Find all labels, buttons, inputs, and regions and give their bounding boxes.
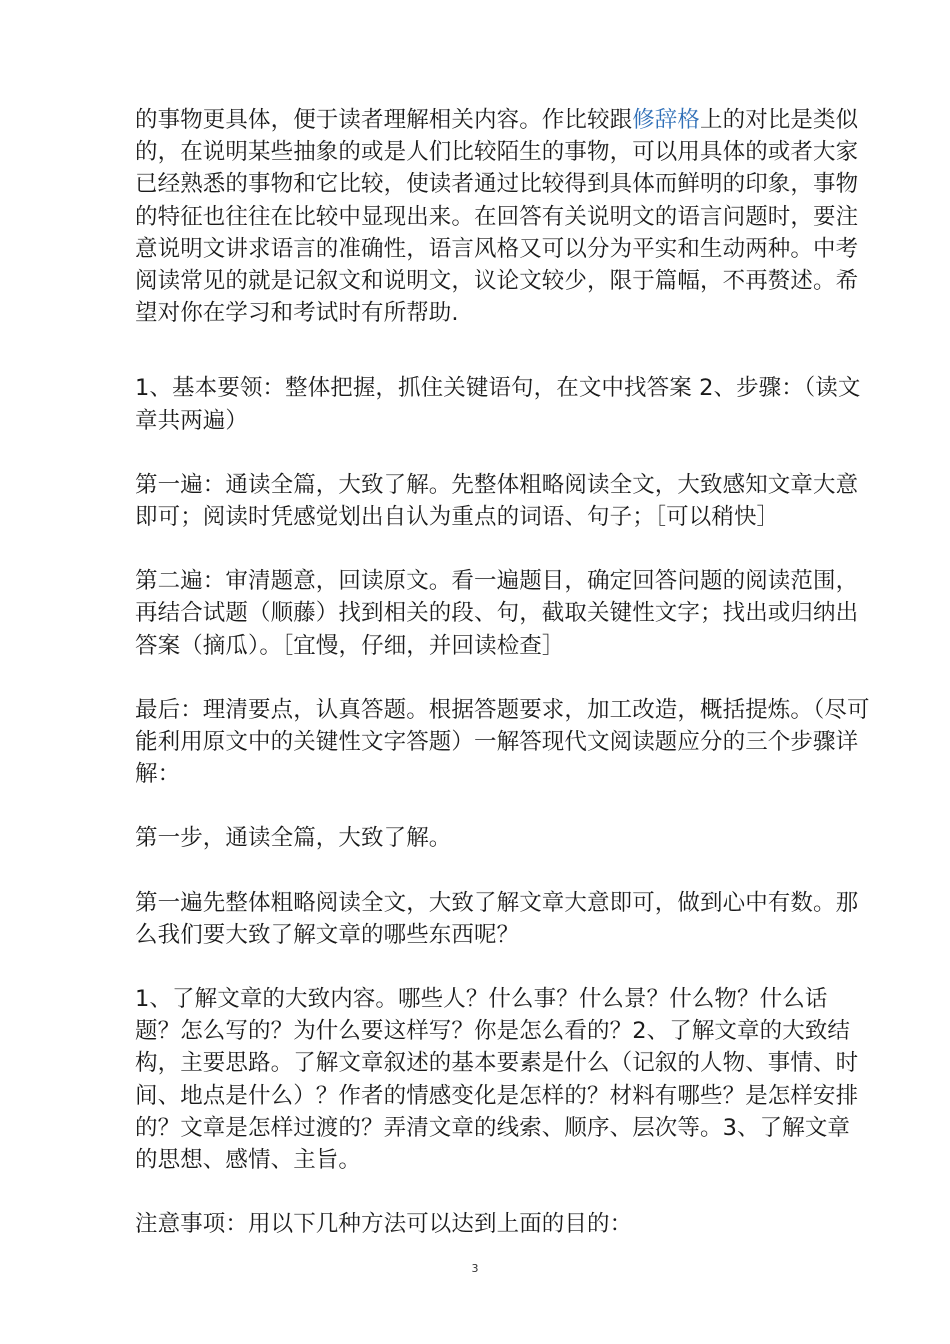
paragraph-comparison — [135, 104, 870, 329]
paragraph-step-one: 第一步，通读全篇，大致了解。 — [135, 825, 452, 852]
paragraph-text: 的事物更具体，便于读者理解相关内容。作比较跟 — [135, 107, 633, 133]
rhetoric-link[interactable]: 修辞格 — [632, 107, 701, 133]
page-number: 3 — [471, 1262, 479, 1275]
paragraph-first-pass: 第一遍先整体粗略阅读全文，大致了解文章大意即可，做到心中有数。那么我们要大致了解文章的哪些东西呢？ — [135, 889, 859, 948]
paragraph-notes: 注意事项：用以下几种方法可以达到上面的目的： — [135, 1211, 633, 1238]
paragraph-basic-steps: 1、基本要领：整体把握，抓住关键语句，在文中找答案 2、步骤：（读文章共两遍） — [135, 375, 861, 434]
paragraph-second-read: 第二遍：审清题意，回读原文。看一遍题目，确定回答问题的阅读范围，再结合试题（顺藤）找到相关的段、句，截取关键性文字；找出或归纳出答案（摘瓜）。［宜慢，仔细，并回读检查］ — [135, 568, 859, 659]
document-body — [135, 104, 870, 1240]
paragraph-first-read: 第一遍：通读全篇，大致了解。先整体粗略阅读全文，大致感知文章大意即可；阅读时凭感觉划出自认为重点的词语、句子；［可以稍快］ — [135, 471, 859, 531]
paragraph-understand-content: 1、了解文章的大致内容。哪些人？什么事？什么景？什么物？什么话题？怎么写的？为什么要这样写？你是怎么看的？2、了解文章的大致结构，主要思路。了解文章叙述的基本要素是什么（记叙的人物、事情、时间、地点是什么）？作者的情感变化是怎样的？材料有哪些？是怎样安排的？文章是怎样过渡的？弄清文章的线索、顺序、层次等。3、了解文章的思想、感情、主旨。 — [135, 986, 859, 1174]
paragraph-text: 上的对比是类似的，在说明某些抽象的或是人们比较陌生的事物，可以用具体的或者大家已经熟悉的事物和它比较，使读者通过比较得到具体而鲜明的印象，事物的特征也往往在比较中显现出来。在回答有关说明文的语言问题时，要注意说明文讲求语言的准确性，语言风格又可以分为平实和生动两种。中考阅读常见的就是记叙文和说明文，议论文较少，限于篇幅，不再赘述。希望对你在学习和考试时有所帮助. — [135, 107, 859, 327]
paragraph-final: 最后：理清要点，认真答题。根据答题要求，加工改造，概括提炼。（尽可能利用原文中的关键性文字答题）一解答现代文阅读题应分的三个步骤详解： — [135, 696, 870, 788]
